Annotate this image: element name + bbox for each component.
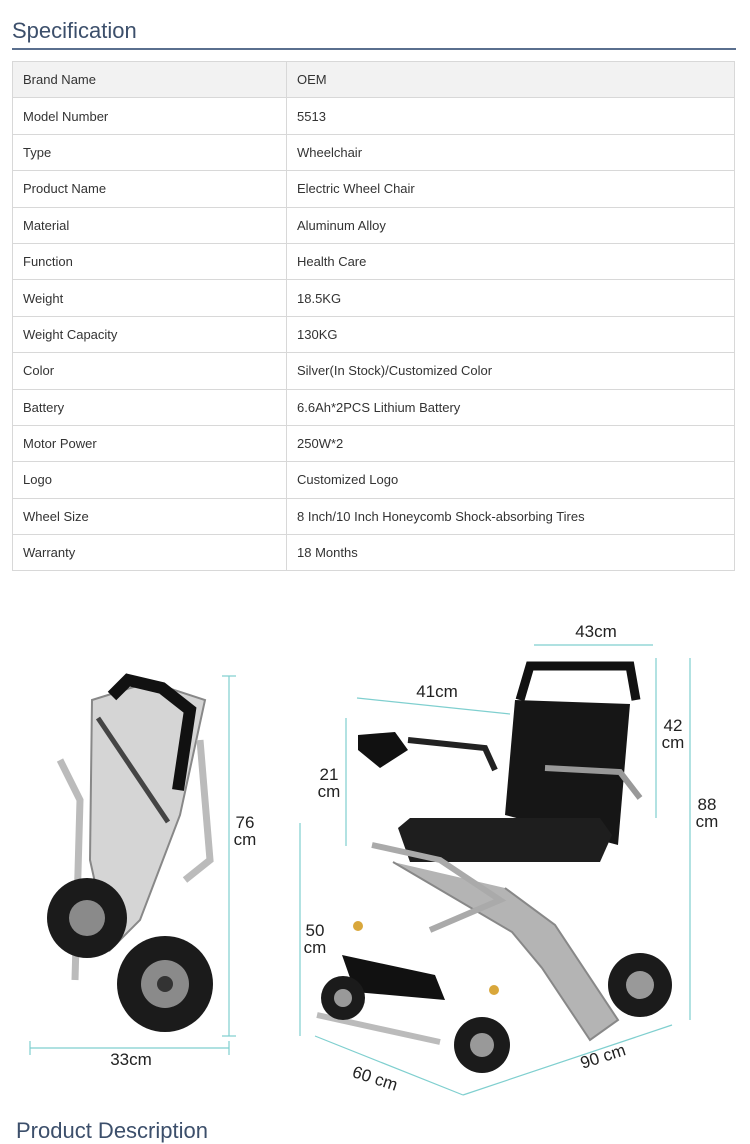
spec-value: Customized Logo [287,462,735,498]
spec-value: Health Care [287,243,735,279]
spec-value: 18 Months [287,535,735,571]
spec-key: Function [13,243,287,279]
open-wheelchair-drawing [317,666,672,1073]
spec-key: Battery [13,389,287,425]
spec-key: Warranty [13,535,287,571]
table-row [13,353,735,389]
table-row [13,134,735,170]
table-row [13,62,735,98]
spec-key: Weight Capacity [13,316,287,352]
table-row [13,462,735,498]
total-height-label: 88 cm [695,795,719,831]
armrest-height-label: 21 cm [317,765,341,801]
section-title: Specification [12,18,137,43]
wheelchair-illustration [0,600,750,1120]
length-label: 90 cm [578,1040,628,1073]
table-row [13,207,735,243]
depth-label: 60 cm [350,1062,400,1095]
folded-width-label: 33cm [110,1050,152,1069]
specification-table [12,61,735,571]
seat-height-label: 50 cm [303,921,327,957]
table-row [13,280,735,316]
table-row [13,498,735,534]
spec-value: OEM [287,62,735,98]
spec-value: 250W*2 [287,425,735,461]
title-divider [12,48,736,50]
spec-value: 6.6Ah*2PCS Lithium Battery [287,389,735,425]
table-row [13,425,735,461]
spec-key: Product Name [13,171,287,207]
spec-value: Silver(In Stock)/Customized Color [287,353,735,389]
spec-key: Weight [13,280,287,316]
spec-key: Color [13,353,287,389]
folded-height-label: 76 cm [233,813,257,849]
armrest-depth-label: 41cm [416,682,458,701]
spec-value: 8 Inch/10 Inch Honeycomb Shock-absorbing Tires [287,498,735,534]
spec-key: Type [13,134,287,170]
spec-value: Aluminum Alloy [287,207,735,243]
table-row [13,535,735,571]
backrest-height-label: 42 cm [661,716,685,752]
spec-value: 5513 [287,98,735,134]
folded-wheelchair-drawing [47,680,213,1032]
spec-value: 130KG [287,316,735,352]
table-row [13,389,735,425]
spec-key: Motor Power [13,425,287,461]
spec-key: Brand Name [13,62,287,98]
spec-key: Model Number [13,98,287,134]
spec-value: Electric Wheel Chair [287,171,735,207]
table-row [13,171,735,207]
table-row [13,316,735,352]
wheelchair-dimension-figure [0,600,750,1120]
spec-value: Wheelchair [287,134,735,170]
spec-key: Logo [13,462,287,498]
spec-key: Material [13,207,287,243]
seat-width-label: 43cm [575,622,617,641]
table-row [13,98,735,134]
table-row [13,243,735,279]
spec-key: Wheel Size [13,498,287,534]
spec-value: 18.5KG [287,280,735,316]
product-description-title: Product Description [16,1118,208,1143]
